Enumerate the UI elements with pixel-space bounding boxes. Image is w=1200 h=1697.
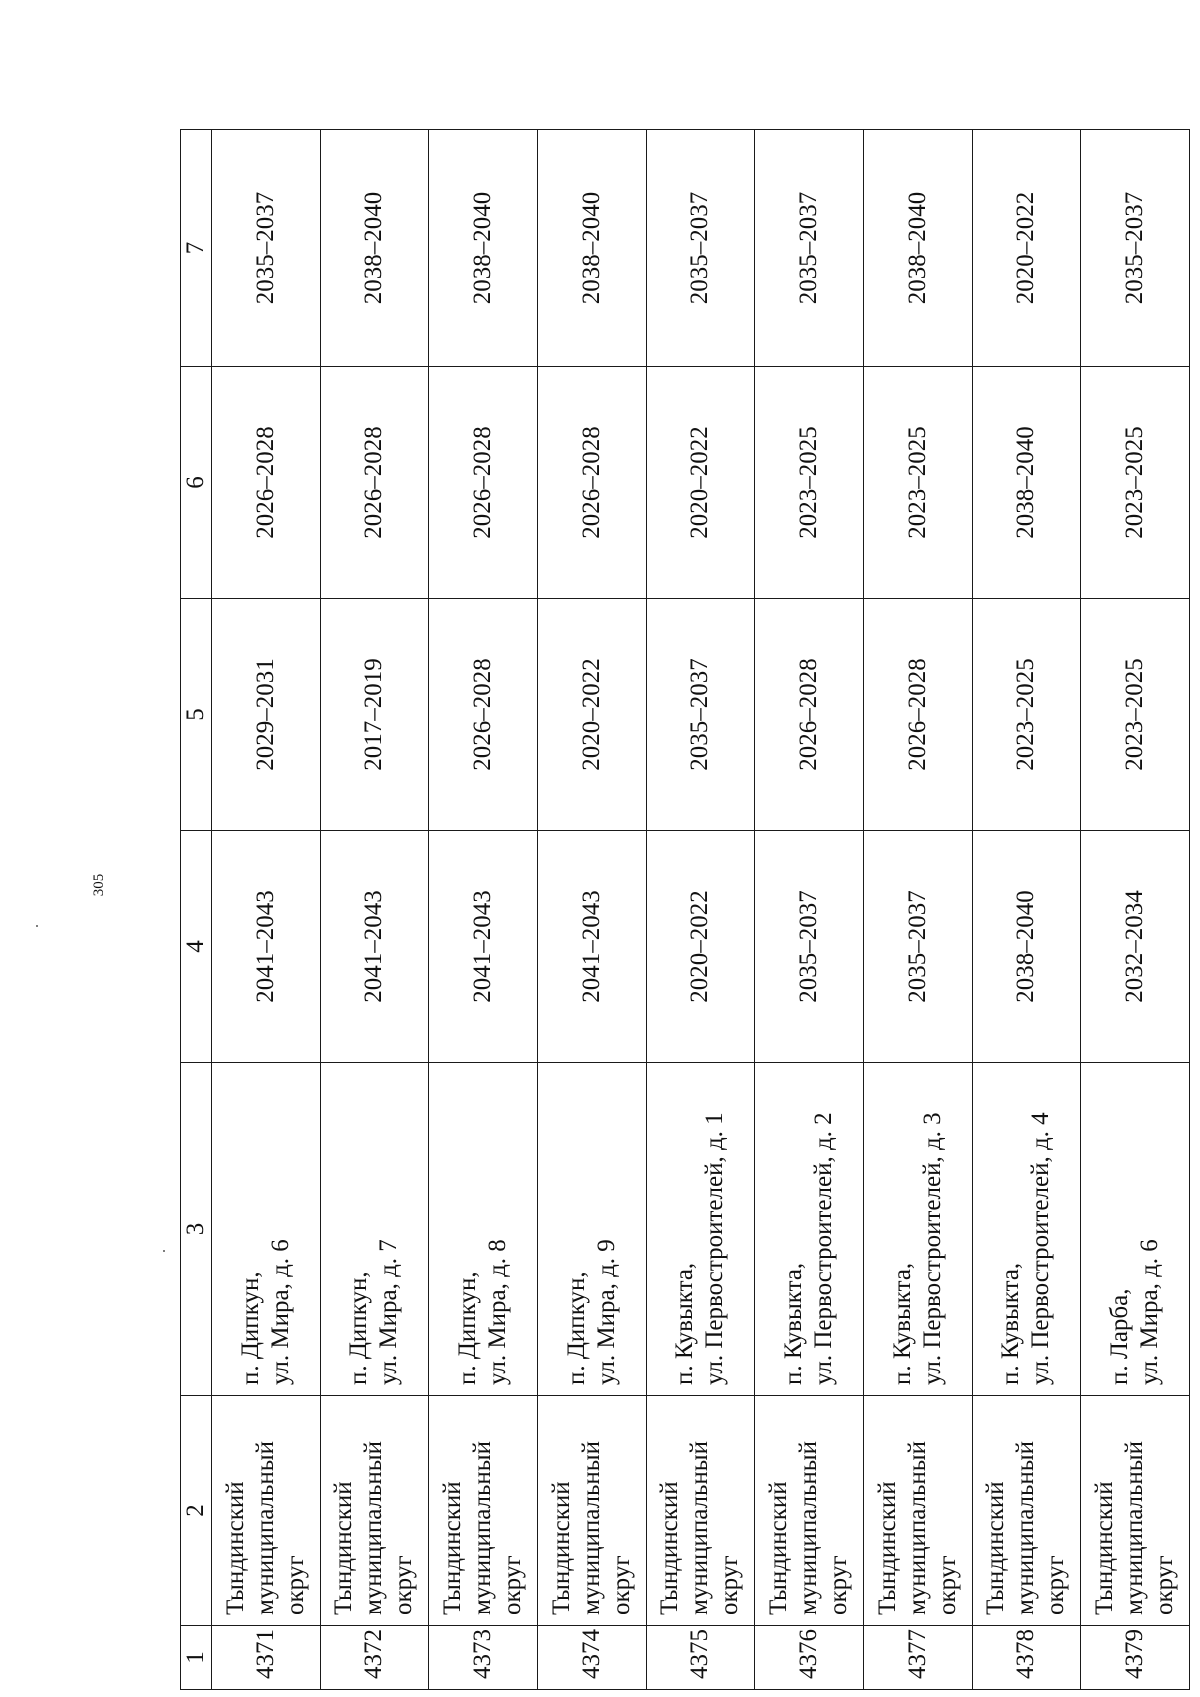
period-cell: 2023–2025 xyxy=(863,367,972,599)
column-header: 3 xyxy=(181,1063,212,1396)
period-cell: 2038–2040 xyxy=(320,130,429,367)
district-cell: Тындинский муниципальный округ xyxy=(646,1396,755,1626)
scan-speck xyxy=(163,1250,165,1252)
column-header: 5 xyxy=(181,599,212,831)
header-row xyxy=(181,130,212,1690)
address-cell xyxy=(646,1063,755,1396)
table-row xyxy=(755,130,864,1690)
settlement: п. Кувыкта, xyxy=(997,1262,1025,1385)
column-header: 4 xyxy=(181,831,212,1063)
settlement: п. Дипкун, xyxy=(454,1271,482,1385)
column-header: 6 xyxy=(181,367,212,599)
table-row xyxy=(320,130,429,1690)
row-number: 4375 xyxy=(646,1626,755,1690)
period-cell: 2023–2025 xyxy=(1081,599,1190,831)
period-cell: 2038–2040 xyxy=(863,130,972,367)
street: ул. Первостроителей, д. 4 xyxy=(1027,1112,1055,1385)
page-number: 305 xyxy=(91,873,107,897)
table-container xyxy=(180,130,1190,1690)
district-cell: Тындинский муниципальный округ xyxy=(863,1396,972,1626)
street: ул. Мира, д. 7 xyxy=(375,1239,403,1385)
register-table xyxy=(180,129,1190,1690)
street: ул. Мира, д. 6 xyxy=(1136,1239,1164,1385)
district-cell: Тындинский муниципальный округ xyxy=(972,1396,1081,1626)
street: ул. Мира, д. 9 xyxy=(592,1239,620,1385)
table-body xyxy=(212,130,1190,1690)
address-cell xyxy=(429,1063,538,1396)
period-cell: 2035–2037 xyxy=(1081,130,1190,367)
period-cell: 2035–2037 xyxy=(212,130,321,367)
district-cell: Тындинский муниципальный округ xyxy=(429,1396,538,1626)
table-row xyxy=(429,130,538,1690)
address-cell xyxy=(755,1063,864,1396)
period-cell: 2023–2025 xyxy=(972,599,1081,831)
column-header: 2 xyxy=(181,1396,212,1626)
row-number: 4374 xyxy=(537,1626,646,1690)
address-cell xyxy=(212,1063,321,1396)
scan-speck xyxy=(36,925,38,927)
street: ул. Первостроителей, д. 2 xyxy=(810,1112,838,1385)
table-row xyxy=(1081,130,1190,1690)
period-cell: 2035–2037 xyxy=(755,831,864,1063)
period-cell: 2023–2025 xyxy=(1081,367,1190,599)
settlement: п. Кувыкта, xyxy=(780,1262,808,1385)
period-cell: 2026–2028 xyxy=(429,367,538,599)
settlement: п. Дипкун, xyxy=(236,1271,264,1385)
period-cell: 2041–2043 xyxy=(537,831,646,1063)
row-number: 4373 xyxy=(429,1626,538,1690)
table-row xyxy=(972,130,1081,1690)
period-cell: 2038–2040 xyxy=(429,130,538,367)
address-cell xyxy=(1081,1063,1190,1396)
period-cell: 2035–2037 xyxy=(755,130,864,367)
settlement: п. Кувыкта, xyxy=(888,1262,916,1385)
row-number: 4376 xyxy=(755,1626,864,1690)
street: ул. Мира, д. 8 xyxy=(484,1239,512,1385)
street: ул. Мира, д. 6 xyxy=(266,1239,294,1385)
period-cell: 2020–2022 xyxy=(646,831,755,1063)
row-number: 4379 xyxy=(1081,1626,1190,1690)
address-cell xyxy=(863,1063,972,1396)
period-cell: 2029–2031 xyxy=(212,599,321,831)
period-cell: 2041–2043 xyxy=(429,831,538,1063)
settlement: п. Ларба, xyxy=(1106,1288,1134,1385)
district-cell: Тындинский муниципальный округ xyxy=(1081,1396,1190,1626)
period-cell: 2020–2022 xyxy=(646,367,755,599)
row-number: 4372 xyxy=(320,1626,429,1690)
address-cell xyxy=(537,1063,646,1396)
period-cell: 2038–2040 xyxy=(972,367,1081,599)
column-header: 1 xyxy=(181,1626,212,1690)
period-cell: 2041–2043 xyxy=(212,831,321,1063)
settlement: п. Дипкун, xyxy=(562,1271,590,1385)
district-cell: Тындинский муниципальный округ xyxy=(212,1396,321,1626)
period-cell: 2020–2022 xyxy=(537,599,646,831)
period-cell: 2038–2040 xyxy=(537,130,646,367)
period-cell: 2032–2034 xyxy=(1081,831,1190,1063)
street: ул. Первостроителей, д. 1 xyxy=(701,1112,729,1385)
period-cell: 2038–2040 xyxy=(972,831,1081,1063)
period-cell: 2026–2028 xyxy=(863,599,972,831)
table-row xyxy=(537,130,646,1690)
period-cell: 2026–2028 xyxy=(537,367,646,599)
period-cell: 2026–2028 xyxy=(320,367,429,599)
table-row xyxy=(863,130,972,1690)
row-number: 4377 xyxy=(863,1626,972,1690)
row-number: 4378 xyxy=(972,1626,1081,1690)
period-cell: 2026–2028 xyxy=(212,367,321,599)
settlement: п. Кувыкта, xyxy=(671,1262,699,1385)
period-cell: 2035–2037 xyxy=(863,831,972,1063)
period-cell: 2026–2028 xyxy=(429,599,538,831)
period-cell: 2035–2037 xyxy=(646,599,755,831)
district-cell: Тындинский муниципальный округ xyxy=(320,1396,429,1626)
period-cell: 2041–2043 xyxy=(320,831,429,1063)
district-cell: Тындинский муниципальный округ xyxy=(755,1396,864,1626)
period-cell: 2017–2019 xyxy=(320,599,429,831)
period-cell: 2023–2025 xyxy=(755,367,864,599)
period-cell: 2020–2022 xyxy=(972,130,1081,367)
table-row xyxy=(212,130,321,1690)
period-cell: 2026–2028 xyxy=(755,599,864,831)
table-rotated xyxy=(180,130,1190,1690)
address-cell xyxy=(972,1063,1081,1396)
table-row xyxy=(646,130,755,1690)
street: ул. Первостроителей, д. 3 xyxy=(918,1112,946,1385)
period-cell: 2035–2037 xyxy=(646,130,755,367)
row-number: 4371 xyxy=(212,1626,321,1690)
column-header: 7 xyxy=(181,130,212,367)
district-cell: Тындинский муниципальный округ xyxy=(537,1396,646,1626)
address-cell xyxy=(320,1063,429,1396)
settlement: п. Дипкун, xyxy=(345,1271,373,1385)
